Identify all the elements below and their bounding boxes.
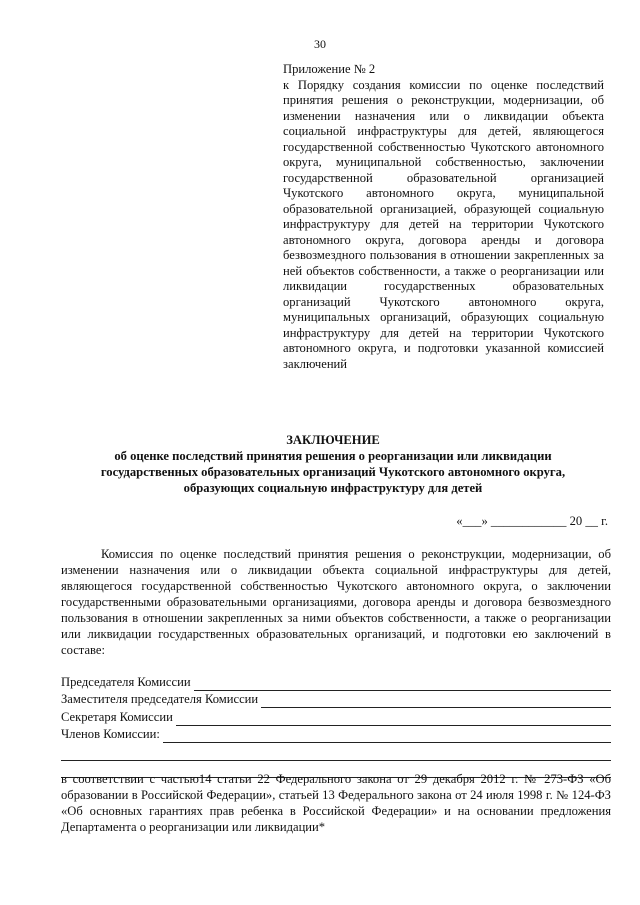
page-number: 30 [314, 37, 326, 51]
legal-basis-paragraph: в соответствии с частью14 статьи 22 Федерального закона от 29 декабря 2012 г. № 273-ФЗ «Об образовании в Российской Федерации», статьей 13 Федерального закона от 24 июля 1998 г. № 124-ФЗ «Об основных гарантиях прав ребенка в Российской Федерации» и на основании предложения Департамента о реорганизации или ликвидации* [61, 772, 611, 834]
document-title [55, 432, 611, 496]
chair-label: Председателя Комиссии [61, 674, 191, 689]
title-line-2: государственных образовательных организаций Чукотского автономного округа, [100, 465, 566, 479]
date-line: «___» ____________ 20 __ г. [456, 514, 608, 528]
appendix-label: Приложение № 2 [283, 62, 376, 76]
blank-line[interactable] [61, 743, 611, 761]
chair-fill-line[interactable] [194, 678, 611, 691]
title-heading: ЗАКЛЮЧЕНИЕ [286, 433, 380, 447]
deputy-row [61, 691, 611, 709]
commission-paragraph: Комиссия по оценке последствий принятия решения о реконструкции, модернизации, об изменении назначения или о ликвидации объекта социальной инфраструктуры для детей, являющегося государственной собственностью Чукотского автономного округа, о заключении государственными образовательными организациями, договора аренды и договора безвозмездного пользования в отношении закрепленных за ними объектов собственности, а также о реорганизации или ликвидации государственных образовательных организаций, и подготовки ею заключений в составе: [61, 547, 611, 657]
appendix-text: к Порядку создания комиссии по оценке последствий принятия решения о реконструкции, модернизации, об изменении назначения или о ликвидации объекта социальной инфраструктуры для детей, являющегося государственной собственностью Чукотского автономного округа, муниципальной собственностью, заключении государственной образовательной организацией Чукотского автономного округа, муниципальной образовательной организацией, образующей социальную инфраструктуру для детей на территории Чукотского автономного округа, договора аренды и договора безвозмездного пользования в отношении закрепленных за ней объектов собственности, а также о реорганизации или ликвидации государственных образовательных организаций Чукотского автономного округа, муниципальных организаций, образующих социальную инфраструктуру для детей на территории Чукотского автономного округа, и подготовки указанной комиссией заключений [283, 77, 604, 371]
secretary-fill-line[interactable] [176, 713, 611, 726]
chair-row [61, 673, 611, 691]
deputy-fill-line[interactable] [261, 695, 611, 708]
members-fill-line[interactable] [163, 730, 611, 743]
members-block [61, 673, 611, 778]
title-line-1: об оценке последствий принятия решения о реорганизации или ликвидации [114, 449, 552, 463]
appendix-block [283, 62, 604, 372]
title-line-3: образующих социальную инфраструктуру для детей [183, 481, 483, 495]
deputy-label: Заместителя председателя Комиссии [61, 692, 259, 706]
members-label: Членов Комиссии: [61, 727, 160, 741]
members-row [61, 726, 611, 744]
secretary-row [61, 708, 611, 726]
secretary-label: Секретаря Комиссии [61, 709, 173, 724]
